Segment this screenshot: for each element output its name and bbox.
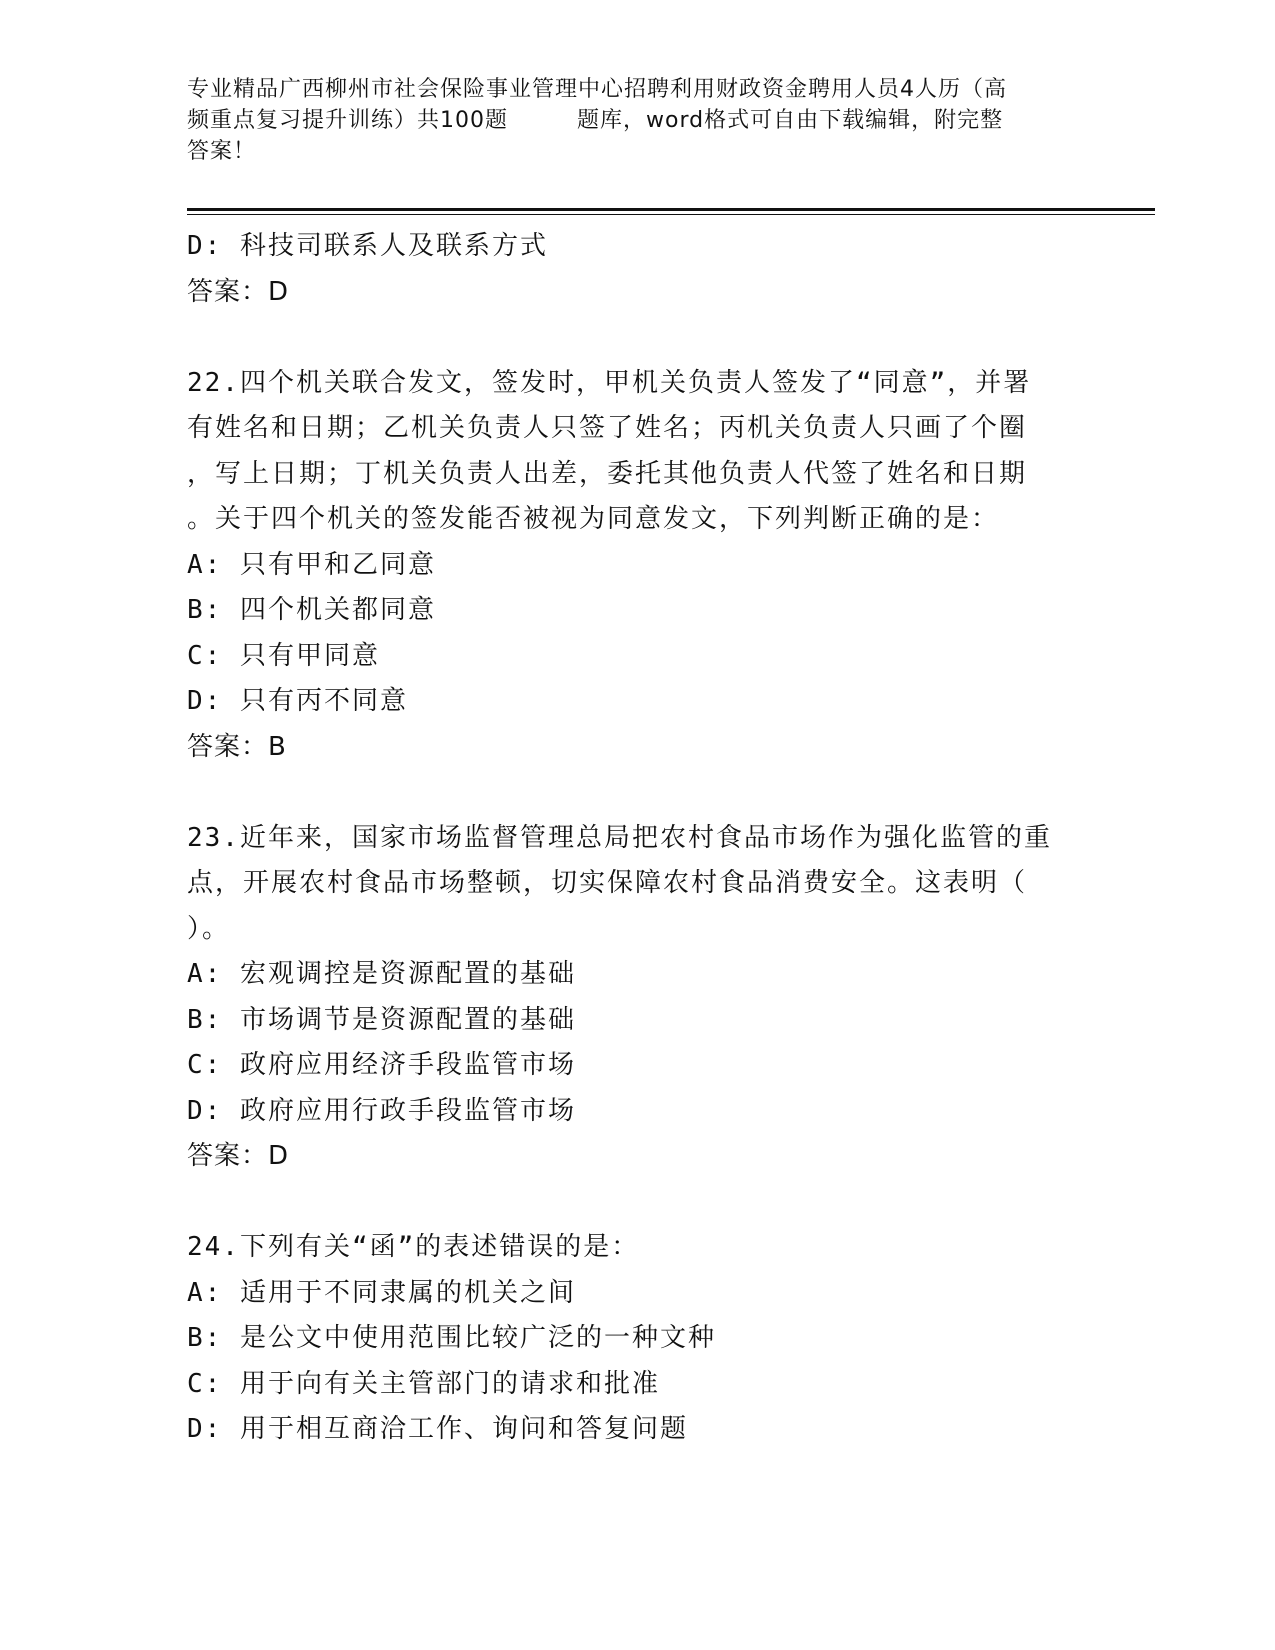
spacer — [187, 770, 1087, 816]
option-line: D: 只有丙不同意 — [187, 686, 408, 716]
question-line: ）。 — [187, 913, 231, 944]
option-line: B: 四个机关都同意 — [187, 595, 436, 625]
option-line: A: 适用于不同隶属的机关之间 — [187, 1277, 576, 1308]
answer-line: 答案：B — [187, 731, 287, 762]
option-line: A: 只有甲和乙同意 — [187, 549, 436, 580]
question-line: 22.四个机关联合发文，签发时，甲机关负责人签发了“同意”，并署 — [187, 367, 1032, 398]
header-line: 专业精品广西柳州市社会保险事业管理中心招聘利用财政资金聘用人员4人历（高 — [187, 77, 1007, 102]
answer-line: 答案：D — [187, 276, 290, 307]
option-line: B: 市场调节是资源配置的基础 — [187, 1004, 576, 1035]
option-line: B: 是公文中使用范围比较广泛的一种文种 — [187, 1323, 716, 1353]
spacer — [187, 1180, 1087, 1226]
option-line: D: 科技司联系人及联系方式 — [187, 231, 548, 261]
option-line: D: 用于相互商洽工作、询问和答复问题 — [187, 1414, 688, 1444]
option-line: C: 用于向有关主管部门的请求和批准 — [187, 1368, 660, 1399]
header-line: 频重点复习提升训练）共100题 题库，word格式可自由下载编辑，附完整 — [187, 108, 1004, 133]
question-content — [187, 224, 1087, 1453]
question-line: 。关于四个机关的签发能否被视为同意发文，下列判断正确的是： — [187, 504, 1000, 534]
header-line: 答案！ — [187, 139, 257, 164]
question-line: 有姓名和日期；乙机关负责人只签了姓名；丙机关负责人只画了个圈 — [187, 413, 1028, 443]
question-line: 23.近年来，国家市场监督管理总局把农村食品市场作为强化监管的重 — [187, 822, 1052, 853]
answer-line: 答案：D — [187, 1141, 290, 1171]
option-line: A: 宏观调控是资源配置的基础 — [187, 959, 576, 989]
option-line: C: 只有甲同意 — [187, 640, 380, 671]
question-line: ，写上日期；丁机关负责人出差，委托其他负责人代签了姓名和日期 — [187, 458, 1028, 489]
option-line: D: 政府应用行政手段监管市场 — [187, 1095, 576, 1126]
question-line: 24.下列有关“函”的表述错误的是： — [187, 1232, 640, 1262]
header-divider — [187, 208, 1155, 215]
document-header — [187, 74, 1087, 167]
option-line: C: 政府应用经济手段监管市场 — [187, 1050, 576, 1080]
spacer — [187, 315, 1087, 361]
question-line: 点，开展农村食品市场整顿，切实保障农村食品消费安全。这表明（ — [187, 868, 1028, 898]
